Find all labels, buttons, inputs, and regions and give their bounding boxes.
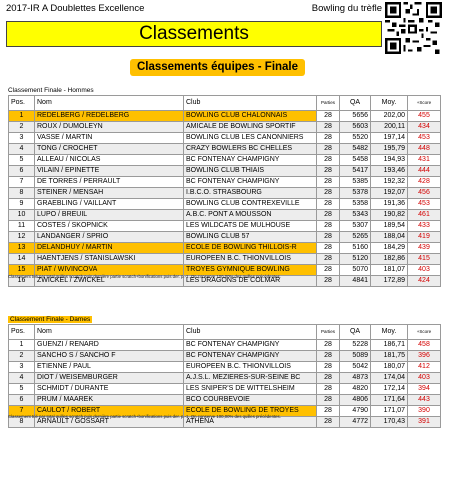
cell-parties: 28 (317, 232, 340, 243)
col-nom: Nom (35, 325, 184, 340)
cell-pos: 9 (9, 199, 35, 210)
cell-moy: 194,93 (371, 155, 408, 166)
cell-club: BC FONTENAY CHAMPIGNY (184, 177, 317, 188)
cell-qa: 4806 (340, 395, 371, 406)
cell-nom: VASSE / MARTIN (35, 133, 184, 144)
cell-moy: 171,07 (371, 406, 408, 417)
cell-moy: 191,36 (371, 199, 408, 210)
cell-club: AMICALE DE BOWLING SPORTIF (184, 122, 317, 133)
cell-pos: 6 (9, 166, 35, 177)
cell-pos: 2 (9, 351, 35, 362)
cell-qa: 5358 (340, 199, 371, 210)
cell-pos: 7 (9, 406, 35, 417)
cell-moy: 172,89 (371, 276, 408, 287)
cell-club: ECOLE DE BOWLING DE TROYES (184, 406, 317, 417)
cell-score: 391 (408, 417, 441, 428)
col-score: +Score (408, 96, 441, 111)
cell-qa: 4820 (340, 384, 371, 395)
cell-qa: 5520 (340, 133, 371, 144)
cell-nom: SCHMIDT / DURANTE (35, 384, 184, 395)
cell-score: 453 (408, 199, 441, 210)
table-row (9, 111, 441, 122)
event-title: 2017-IR A Doublettes Excellence (6, 3, 145, 14)
cell-qa: 5070 (340, 265, 371, 276)
cell-parties: 28 (317, 111, 340, 122)
cell-score: 403 (408, 265, 441, 276)
cell-moy: 170,43 (371, 417, 408, 428)
cell-score: 433 (408, 221, 441, 232)
table-row (9, 188, 441, 199)
col-qa: QA (340, 96, 371, 111)
cell-club: BOWLING CLUB 57 (184, 232, 317, 243)
cell-pos: 6 (9, 395, 35, 406)
col-moy: Moy. (371, 325, 408, 340)
cell-moy: 195,79 (371, 144, 408, 155)
cell-qa: 5656 (340, 111, 371, 122)
cell-score: 394 (408, 384, 441, 395)
cell-nom: DELANDHUY / MARTIN (35, 243, 184, 254)
cell-moy: 188,04 (371, 232, 408, 243)
cell-moy: 200,11 (371, 122, 408, 133)
cell-qa: 5089 (340, 351, 371, 362)
cell-nom: ETIENNE / PAUL (35, 362, 184, 373)
cell-moy: 190,82 (371, 210, 408, 221)
table-row (9, 133, 441, 144)
cell-club: BOWLING CLUB LES CANONNIERS (184, 133, 317, 144)
cell-nom: SANCHO S / SANCHO F (35, 351, 184, 362)
cell-parties: 28 (317, 265, 340, 276)
cell-nom: DE TORRES / PERRAULT (35, 177, 184, 188)
table-row (9, 122, 441, 133)
page-header (6, 3, 382, 15)
cell-qa: 5042 (340, 362, 371, 373)
cell-parties: 28 (317, 221, 340, 232)
cell-pos: 8 (9, 417, 35, 428)
col-club: Club (184, 96, 317, 111)
cell-qa: 5417 (340, 166, 371, 177)
cell-nom: LUPO / BREUIL (35, 210, 184, 221)
cell-qa: 5228 (340, 340, 371, 351)
cell-pos: 15 (9, 265, 35, 276)
cell-club: EUROPEEN B.C. THIONVILLOIS (184, 362, 317, 373)
cell-pos: 5 (9, 155, 35, 166)
cell-nom: HAENTJENS / STANISLAWSKI (35, 254, 184, 265)
cell-moy: 174,04 (371, 373, 408, 384)
cell-moy: 181,75 (371, 351, 408, 362)
cell-score: 458 (408, 340, 441, 351)
col-qa: QA (340, 325, 371, 340)
cell-score: 390 (408, 406, 441, 417)
table-row (9, 395, 441, 406)
cell-moy: 180,07 (371, 362, 408, 373)
cell-club: BOWLING CLUB THIAIS (184, 166, 317, 177)
col-club: Club (184, 325, 317, 340)
cell-qa: 5458 (340, 155, 371, 166)
table-row (9, 254, 441, 265)
cell-score: 448 (408, 144, 441, 155)
cell-nom: COSTES / SKOPNICK (35, 221, 184, 232)
cell-moy: 181,07 (371, 265, 408, 276)
cell-qa: 5385 (340, 177, 371, 188)
cell-parties: 28 (317, 188, 340, 199)
cell-parties: 28 (317, 133, 340, 144)
cell-parties: 28 (317, 144, 340, 155)
cell-parties: 28 (317, 122, 340, 133)
table-row (9, 210, 441, 221)
cell-parties: 28 (317, 340, 340, 351)
cell-score: 439 (408, 243, 441, 254)
cell-parties: 28 (317, 166, 340, 177)
cell-club: A.B.C. PONT A MOUSSON (184, 210, 317, 221)
cell-club: LES DRAGONS DE COLMAR (184, 276, 317, 287)
cell-club: BCO COURBEVOIE (184, 395, 317, 406)
table-row (9, 155, 441, 166)
cell-nom: TONG / CROCHET (35, 144, 184, 155)
cell-parties: 28 (317, 417, 340, 428)
cell-parties: 28 (317, 276, 340, 287)
cell-moy: 193,46 (371, 166, 408, 177)
cell-club: BOWLING CLUB CONTREXEVILLE (184, 199, 317, 210)
cell-pos: 4 (9, 373, 35, 384)
cell-nom: LANDANGER / SPRIO (35, 232, 184, 243)
cell-parties: 28 (317, 199, 340, 210)
cell-moy: 182,86 (371, 254, 408, 265)
cell-moy: 189,54 (371, 221, 408, 232)
cell-score: 424 (408, 276, 441, 287)
cell-pos: 1 (9, 111, 35, 122)
table-row (9, 340, 441, 351)
cell-score: 434 (408, 122, 441, 133)
hommes-table-body (9, 111, 441, 287)
table-row (9, 351, 441, 362)
cell-pos: 16 (9, 276, 35, 287)
cell-score: 444 (408, 166, 441, 177)
cell-parties: 28 (317, 373, 340, 384)
cell-qa: 4790 (340, 406, 371, 417)
cell-pos: 14 (9, 254, 35, 265)
cell-moy: 172,14 (371, 384, 408, 395)
hommes-results-table (8, 95, 441, 287)
cell-pos: 2 (9, 122, 35, 133)
cell-score: 419 (408, 232, 441, 243)
table-row (9, 243, 441, 254)
cell-score: 396 (408, 351, 441, 362)
table-header-row (9, 325, 441, 340)
cell-club: ECOLE DE BOWLING THILLOIS-R (184, 243, 317, 254)
cell-club: CRAZY BOWLERS BC CHELLES (184, 144, 317, 155)
cell-parties: 28 (317, 243, 340, 254)
venue-name: Bowling du trèfle (311, 3, 382, 14)
col-moy: Moy. (371, 96, 408, 111)
cell-nom: ROUX / DUMOLEYN (35, 122, 184, 133)
cell-nom: VILAIN / EPINETTE (35, 166, 184, 177)
table-row (9, 362, 441, 373)
cell-score: 403 (408, 373, 441, 384)
cell-parties: 28 (317, 395, 340, 406)
table-header-row (9, 96, 441, 111)
dames-results-table (8, 324, 441, 428)
cell-score: 428 (408, 177, 441, 188)
cell-qa: 4841 (340, 276, 371, 287)
cell-parties: 28 (317, 384, 340, 395)
cell-club: BC FONTENAY CHAMPIGNY (184, 340, 317, 351)
cell-score: 461 (408, 210, 441, 221)
cell-qa: 4772 (340, 417, 371, 428)
cell-nom: ALLEAU / NICOLAS (35, 155, 184, 166)
cell-pos: 4 (9, 144, 35, 155)
cell-qa: 5265 (340, 232, 371, 243)
cell-moy: 186,71 (371, 340, 408, 351)
table-row (9, 199, 441, 210)
cell-parties: 28 (317, 177, 340, 188)
table-row (9, 177, 441, 188)
col-pos: Pos. (9, 325, 35, 340)
cell-score: 453 (408, 133, 441, 144)
dames-footnote: Classement trié par total quilles scratch puis dernière partie scratch+bonifications puis der. p.-1. On conserve 100,00% des quilles précédentes. (8, 414, 281, 419)
cell-score: 431 (408, 155, 441, 166)
cell-nom: PRUM / MAAREK (35, 395, 184, 406)
page-title-banner (6, 21, 382, 47)
cell-qa: 5307 (340, 221, 371, 232)
cell-parties: 28 (317, 155, 340, 166)
cell-pos: 3 (9, 133, 35, 144)
cell-nom: GUENZI / RENARD (35, 340, 184, 351)
col-pos: Pos. (9, 96, 35, 111)
cell-club: EUROPEEN B.C. THIONVILLOIS (184, 254, 317, 265)
cell-nom: STEINER / MENSAH (35, 188, 184, 199)
cell-nom: GRAEBLING / VAILLANT (35, 199, 184, 210)
cell-nom: CAULOT / ROBERT (35, 406, 184, 417)
cell-score: 455 (408, 111, 441, 122)
cell-pos: 13 (9, 243, 35, 254)
cell-parties: 28 (317, 406, 340, 417)
cell-moy: 184,29 (371, 243, 408, 254)
cell-nom: ARNAULT / GOSSART (35, 417, 184, 428)
cell-qa: 5482 (340, 144, 371, 155)
table-row (9, 373, 441, 384)
cell-moy: 192,07 (371, 188, 408, 199)
col-score: +Score (408, 325, 441, 340)
cell-club: BC FONTENAY CHAMPIGNY (184, 155, 317, 166)
col-parties: Parties (317, 96, 340, 111)
cell-parties: 28 (317, 362, 340, 373)
cell-score: 412 (408, 362, 441, 373)
cell-qa: 5160 (340, 243, 371, 254)
cell-pos: 3 (9, 362, 35, 373)
cell-club: TROYES GYMNIQUE BOWLING (184, 265, 317, 276)
cell-qa: 5343 (340, 210, 371, 221)
cell-club: LES WILDCATS DE MULHOUSE (184, 221, 317, 232)
cell-nom: REDELBERG / REDELBERG (35, 111, 184, 122)
cell-pos: 7 (9, 177, 35, 188)
cell-parties: 28 (317, 254, 340, 265)
cell-moy: 202,00 (371, 111, 408, 122)
cell-score: 456 (408, 188, 441, 199)
cell-qa: 5603 (340, 122, 371, 133)
qr-code-icon[interactable] (385, 2, 442, 54)
cell-club: A.J.S.L. MEZIERES-SUR-SEINE BC (184, 373, 317, 384)
cell-qa: 5120 (340, 254, 371, 265)
section-subtitle: Classements équipes - Finale (130, 59, 305, 76)
cell-club: I.B.C.O. STRASBOURG (184, 188, 317, 199)
hommes-section-label: Classement Finale - Hommes (8, 87, 94, 94)
table-row (9, 232, 441, 243)
cell-nom: PIAT / WIVINCOVA (35, 265, 184, 276)
cell-club: LES SNIPER'S DE WITTELSHEIM (184, 384, 317, 395)
cell-score: 415 (408, 254, 441, 265)
cell-parties: 28 (317, 351, 340, 362)
cell-qa: 4873 (340, 373, 371, 384)
col-parties: Parties (317, 325, 340, 340)
cell-pos: 5 (9, 384, 35, 395)
col-nom: Nom (35, 96, 184, 111)
table-row (9, 166, 441, 177)
cell-pos: 10 (9, 210, 35, 221)
cell-pos: 12 (9, 232, 35, 243)
cell-nom: ZWICKEL / ZWICKEL (35, 276, 184, 287)
cell-pos: 11 (9, 221, 35, 232)
table-row (9, 384, 441, 395)
hommes-footnote: Classement trié par total quilles scratch puis dernière partie scratch+bonifications puis der. p.-1. On conserve 100,00% des quilles précédentes. (8, 274, 281, 279)
dames-section-label: Classement Finale - Dames (10, 316, 91, 323)
cell-moy: 171,64 (371, 395, 408, 406)
page-title: Classements (139, 23, 249, 44)
cell-pos: 1 (9, 340, 35, 351)
cell-club: BC FONTENAY CHAMPIGNY (184, 351, 317, 362)
cell-nom: DIOT / WEISEMBURGER (35, 373, 184, 384)
cell-qa: 5378 (340, 188, 371, 199)
cell-moy: 192,32 (371, 177, 408, 188)
cell-club: BOWLING CLUB CHALONNAIS (184, 111, 317, 122)
cell-score: 443 (408, 395, 441, 406)
cell-moy: 197,14 (371, 133, 408, 144)
cell-pos: 8 (9, 188, 35, 199)
cell-parties: 28 (317, 210, 340, 221)
table-row (9, 221, 441, 232)
cell-club: ATHENA (184, 417, 317, 428)
table-row (9, 144, 441, 155)
